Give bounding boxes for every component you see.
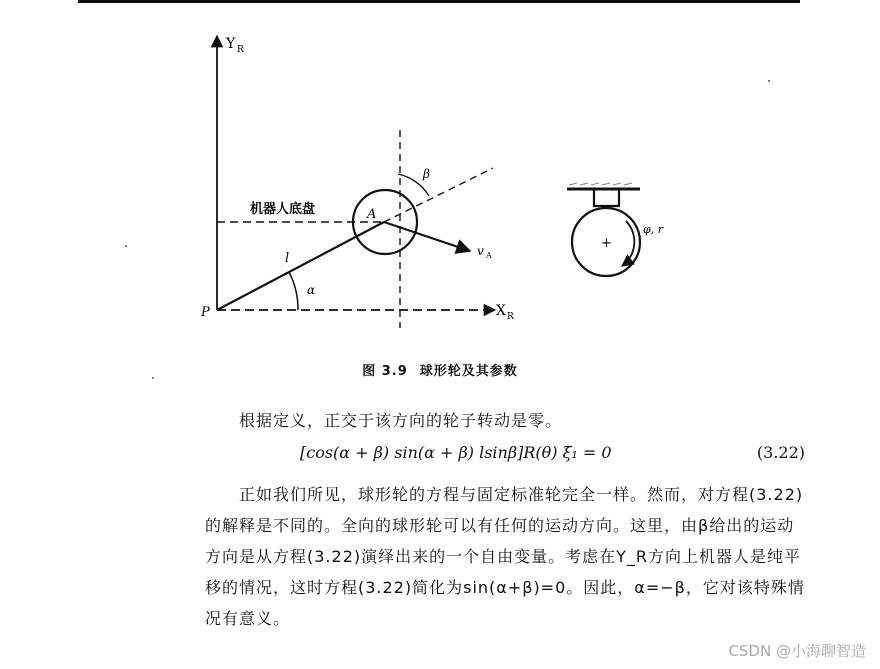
l-line bbox=[217, 222, 384, 310]
equation-number: (3.22) bbox=[756, 443, 805, 462]
origin-label: P bbox=[201, 305, 210, 320]
watermark: CSDN @小海聊智造 bbox=[728, 642, 866, 660]
alpha-arc bbox=[289, 272, 298, 310]
point-a-label: A bbox=[367, 207, 377, 222]
svg-text:+: + bbox=[601, 236, 612, 251]
equation-text: [cos(α + β) sin(α + β) lsinβ]R(θ) ξ̇₁ = 0 bbox=[300, 443, 612, 462]
y-axis-label: Y bbox=[226, 36, 236, 52]
x-axis-label: X bbox=[496, 303, 506, 319]
y-axis-sub: R bbox=[237, 45, 244, 55]
paragraph-explanation: 正如我们所见，球形轮的方程与固定标准轮完全一样。然而，对方程(3.22)的解释是不同的。全向的球形轮可以有任何的运动方向。这里，由β给出的运动方向是从方程(3.22)演绎出来的一个自由变量。考虑在Y_R方向上机器人是纯平移的情况，这时方程(3.22)简化为sin(α+β)=0。因此，α=−β，它对该特殊情况有意义。 bbox=[205, 485, 805, 628]
caption-title: 球形轮及其参数 bbox=[419, 364, 518, 379]
caption-number: 图 3.9 bbox=[362, 364, 408, 379]
equation-3-22 bbox=[300, 443, 805, 473]
paragraph-definition: 根据定义，正交于该方向的轮子转动是零。 bbox=[239, 411, 563, 430]
alpha-label: α bbox=[307, 283, 316, 297]
velocity-arrow bbox=[384, 222, 470, 251]
figure-caption bbox=[0, 360, 880, 379]
wheel-param-label: φ, r bbox=[643, 223, 663, 236]
velocity-sub: A bbox=[486, 251, 492, 260]
beta-label: β bbox=[423, 167, 430, 181]
x-axis-sub: R bbox=[507, 312, 514, 322]
wheel-side-view bbox=[567, 183, 664, 276]
chassis-label: 机器人底盘 bbox=[250, 202, 316, 217]
length-label: l bbox=[285, 251, 290, 266]
velocity-label: v bbox=[477, 244, 484, 258]
